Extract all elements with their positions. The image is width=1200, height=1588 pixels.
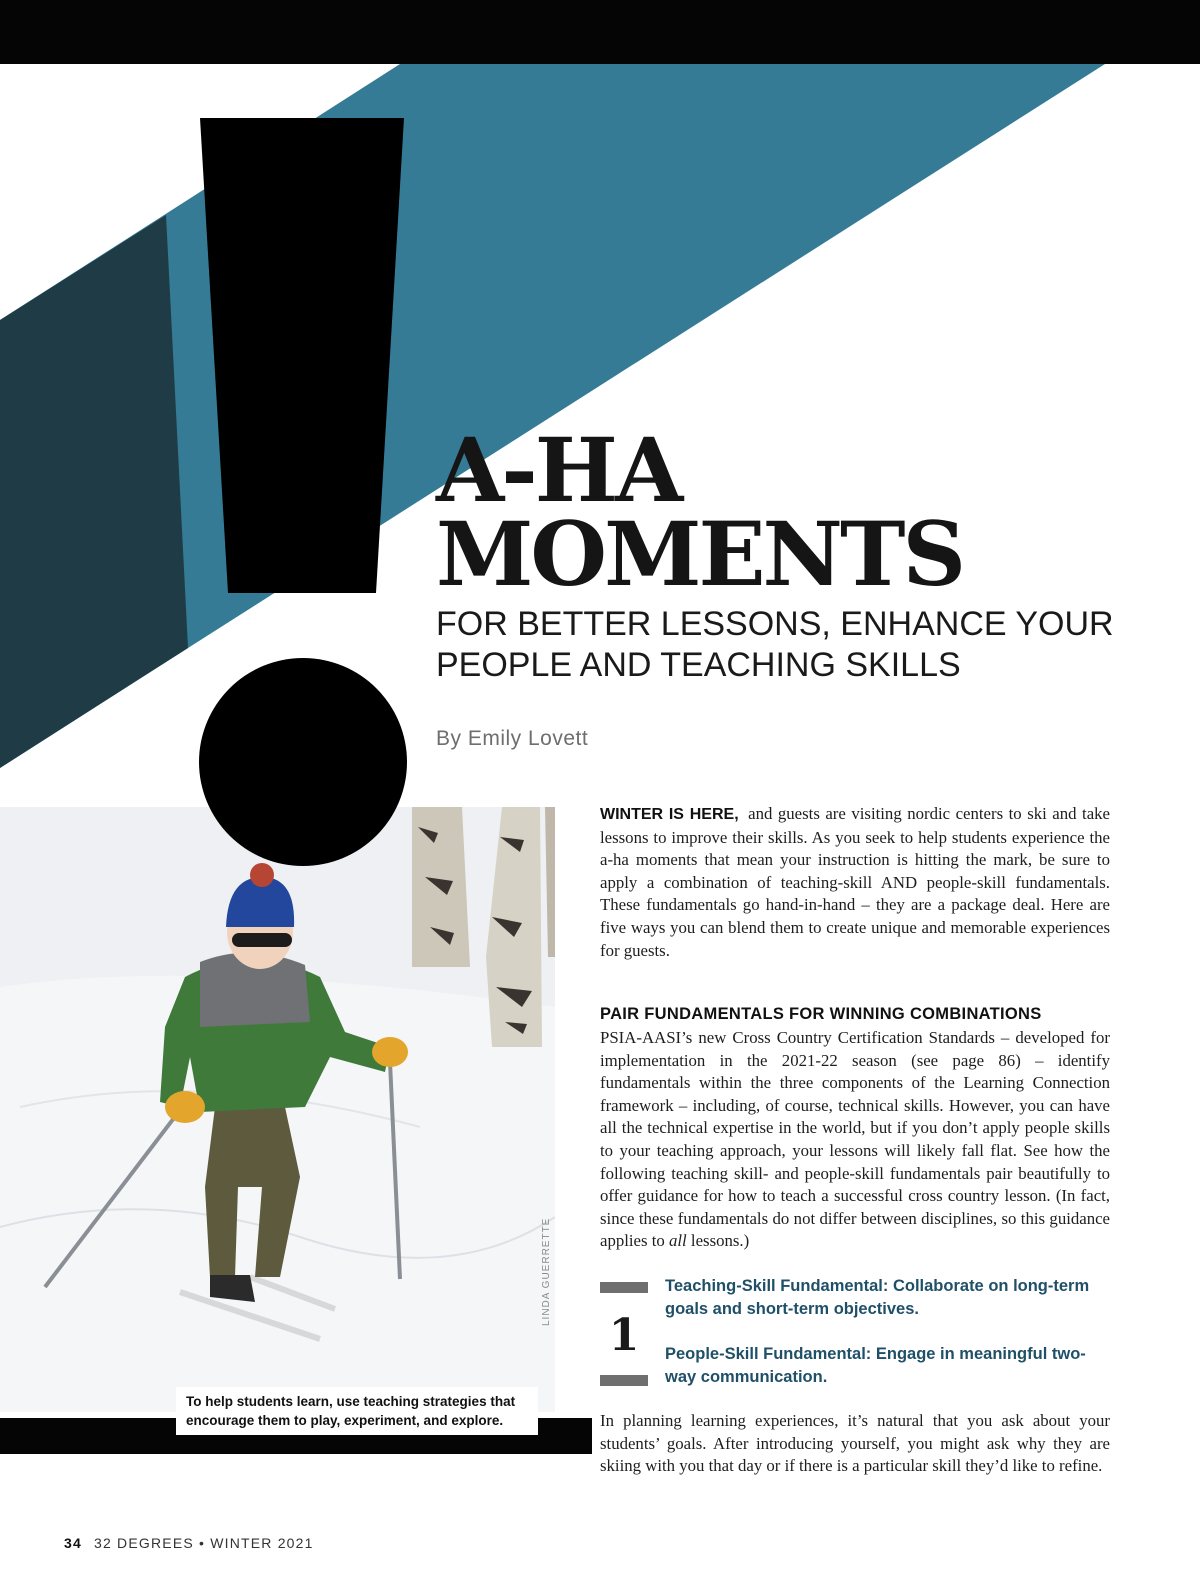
headline <box>436 418 964 606</box>
section-body-emphasis: all <box>669 1231 687 1251</box>
photo-credit: LINDA GUERRETTE <box>541 1217 552 1326</box>
fundamental-number: 1 <box>608 1310 640 1361</box>
teaching-skill-fundamental: Teaching-Skill Fundamental: Collaborate on long-term goals and short-term objectives. <box>665 1277 1090 1318</box>
photo-caption: To help students learn, use teaching strategies that encourage them to play, experiment, and explore. <box>176 1387 538 1435</box>
section-body <box>600 1027 1110 1253</box>
number-top-bar <box>600 1282 648 1293</box>
headline-line-1: A-HA <box>436 418 681 522</box>
exclamation-bar <box>200 118 404 593</box>
intro-paragraph <box>600 803 1110 962</box>
subheadline: FOR BETTER LESSONS, ENHANCE YOUR PEOPLE AND TEACHING SKILLS <box>436 605 1114 684</box>
closing-paragraph: In planning learning experiences, it’s natural that you ask about your students’ goals. After introducing yourself, you might ask why they are skiing with you that day or if there is a particular skill they’d like to refine. <box>600 1411 1110 1476</box>
headline-line-2: MOMENTS <box>436 502 964 606</box>
byline: By Emily Lovett <box>436 727 589 750</box>
section-body-end: lessons.) <box>690 1231 750 1251</box>
section-heading: PAIR FUNDAMENTALS FOR WINNING COMBINATIONS <box>600 1005 1042 1023</box>
number-bottom-bar <box>600 1375 648 1386</box>
people-skill-fundamental: People-Skill Fundamental: Engage in meaningful two-way communication. <box>665 1345 1086 1386</box>
exclamation-dot <box>199 658 407 866</box>
section-body-text: PSIA-AASI’s new Cross Country Certification Standards – developed for implementation in the 2021-22 season (see page 86) – identify fundamentals within the three components of the Learning Connection framework – including, of course, technical skills. However, you can have all the technical expertise in the world, but if you don’t apply people skills to your teaching approach, your lessons will likely fall flat. See how the following teaching skill- and people-skill fundamentals pair beautifully to offer guidance for how to teach a successful cross country lesson. (In fact, since these fundamentals do not differ between disciplines, so this guidance applies to <box>600 1028 1110 1251</box>
page-number: 34 <box>64 1535 82 1551</box>
intro-text: and guests are visiting nordic centers to ski and take lessons to improve their skills. As you seek to help students experience the a-ha moments that mean your instruction is hitting the mark, be sure to apply a combination of teaching-skill AND people-skill fundamentals. These fundamentals go hand-in-hand – they are a package deal. Here are five ways you can blend them to create unique and memorable experiences for guests. <box>600 804 1110 960</box>
page-footer <box>64 1535 314 1551</box>
publication-info: 32 DEGREES • WINTER 2021 <box>93 1535 314 1551</box>
intro-lead: WINTER IS HERE, <box>600 806 739 823</box>
